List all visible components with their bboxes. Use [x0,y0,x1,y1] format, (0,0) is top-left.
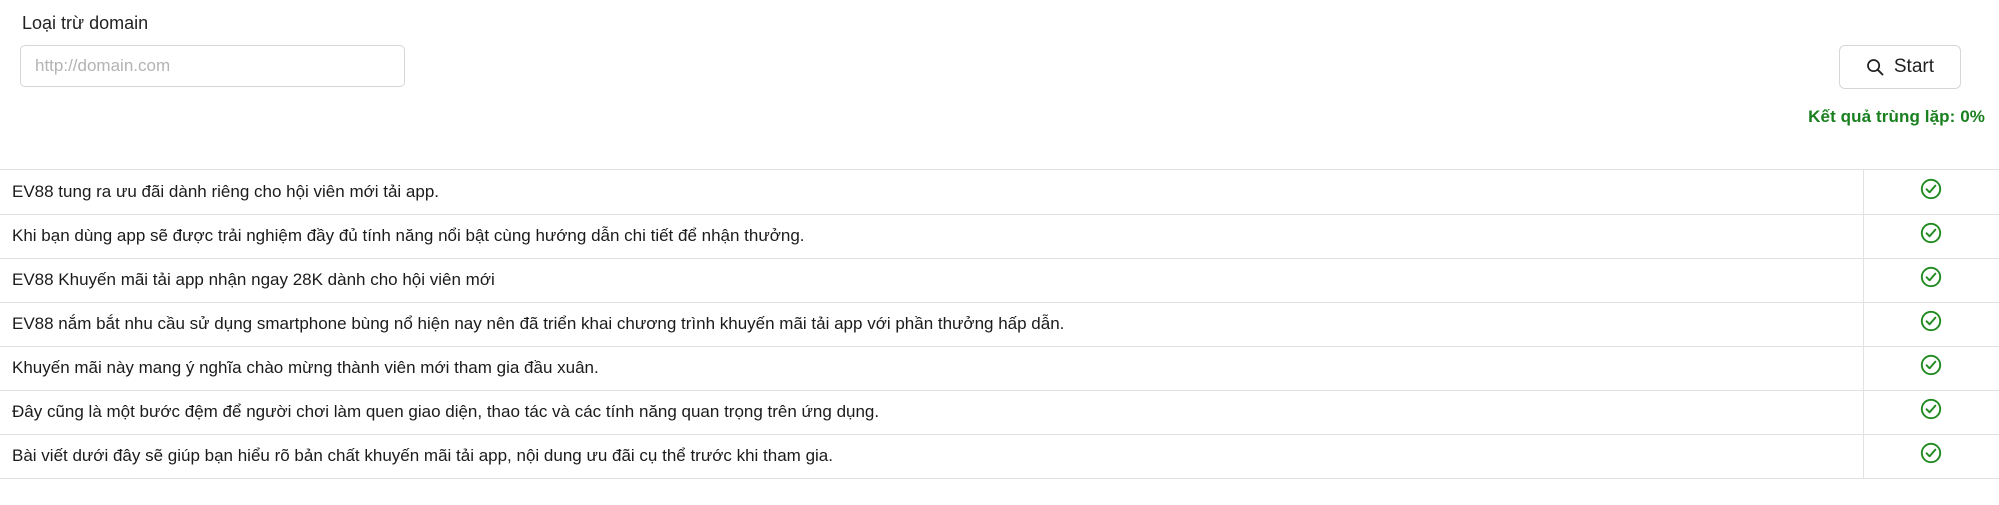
check-circle-icon [1920,442,1942,464]
status-cell [1863,214,1999,258]
table-row [0,434,1999,478]
table-row [0,258,1999,302]
sentence-cell: EV88 tung ra ưu đãi dành riêng cho hội viên mới tải app. [0,170,1863,214]
table-row [0,390,1999,434]
table-row [0,170,1999,214]
input-row [20,45,1979,89]
duplicate-result-row [0,89,1999,127]
table-row [0,346,1999,390]
duplicate-result-text: Kết quả trùng lặp: 0% [1808,107,1985,127]
status-cell [1863,434,1999,478]
sentence-cell: EV88 Khuyến mãi tải app nhận ngay 28K dành cho hội viên mới [0,258,1863,302]
check-circle-icon [1920,354,1942,376]
exclude-domain-label: Loại trừ domain [22,13,149,33]
sentences-table [0,170,1999,479]
table-row [0,214,1999,258]
status-cell [1863,258,1999,302]
start-button-label: Start [1893,56,1934,78]
check-circle-icon [1920,310,1942,332]
exclude-domain-form [0,0,1999,89]
search-icon [1866,58,1884,76]
sentence-cell: EV88 nắm bắt nhu cầu sử dụng smartphone bùng nổ hiện nay nên đã triển khai chương trình khuyến mãi tải app với phần thưởng hấp dẫn. [0,302,1863,346]
sentence-cell: Khi bạn dùng app sẽ được trải nghiệm đầy đủ tính năng nổi bật cùng hướng dẫn chi tiết để nhận thưởng. [0,214,1863,258]
status-cell [1863,170,1999,214]
table-row [0,302,1999,346]
sentence-cell: Khuyến mãi này mang ý nghĩa chào mừng thành viên mới tham gia đầu xuân. [0,346,1863,390]
sentence-cell: Đây cũng là một bước đệm để người chơi làm quen giao diện, thao tác và các tính năng quan trọng trên ứng dụng. [0,390,1863,434]
status-cell [1863,390,1999,434]
check-circle-icon [1920,398,1942,420]
check-circle-icon [1920,178,1942,200]
status-cell [1863,302,1999,346]
check-circle-icon [1920,266,1942,288]
sentences-table-body [0,170,1999,478]
start-button[interactable] [1839,45,1961,89]
check-circle-icon [1920,222,1942,244]
sentences-table-wrap [0,169,1999,479]
status-cell [1863,346,1999,390]
sentence-cell: Bài viết dưới đây sẽ giúp bạn hiểu rõ bản chất khuyến mãi tải app, nội dung ưu đãi cụ thể trước khi tham gia. [0,434,1863,478]
exclude-domain-input[interactable] [20,45,405,87]
